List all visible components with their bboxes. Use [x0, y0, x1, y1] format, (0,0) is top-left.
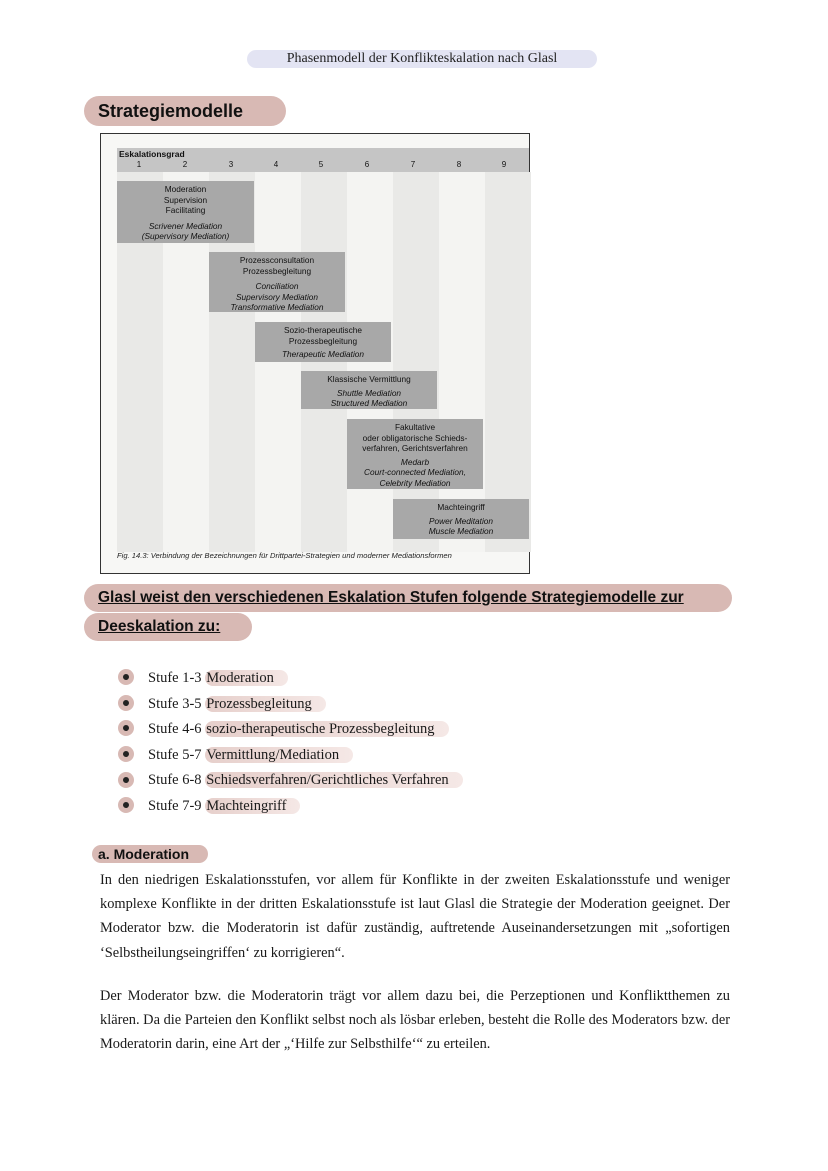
- list-item: [118, 794, 463, 820]
- strategy-box-moderation: [117, 181, 254, 243]
- box-line: Supervision: [163, 194, 208, 205]
- box-line: Facilitating: [165, 205, 206, 215]
- scale-number: 2: [182, 160, 188, 169]
- box-line: Fakultative: [394, 422, 436, 432]
- scale-number: 6: [364, 160, 370, 169]
- bullet-icon: [118, 669, 134, 685]
- box-line: Structured Mediation: [330, 398, 408, 408]
- box-line: Klassische Vermittlung: [327, 374, 411, 384]
- moderation-heading: a. Moderation: [92, 845, 208, 863]
- stage-column: [301, 172, 347, 552]
- stage-label: Stufe 1-3: [148, 670, 202, 686]
- box-line: Therapeutic Mediation: [281, 349, 365, 359]
- page-header: Phasenmodell der Konflikteskalation nach Glasl: [247, 50, 597, 68]
- box-line: Power Meditation: [428, 515, 494, 526]
- moderation-paragraph-2: Der Moderator bzw. die Moderatorin trägt vor allem dazu bei, die Perzeptionen und Konfliktthemen zu klären. Da die Parteien den Konflikt selbst noch als lösbar erleben, besteht die Rolle des Moderators bzw. der Moderatorin darin, eine Art der „‘Hilfe zur Selbsthilfe‘“ zu erteilen.: [100, 988, 730, 1053]
- stage-strategy: Prozessbegleitung: [205, 696, 326, 712]
- figure-caption: Fig. 14.3: Verbindung der Bezeichnungen für Drittpartei-Strategien und moderner Mediationsformen: [117, 551, 452, 560]
- bullet-icon: [118, 772, 134, 788]
- box-line: Celebrity Mediation: [379, 477, 451, 488]
- stage-label: Stufe 4-6: [148, 721, 202, 738]
- scale-number: 5: [318, 160, 324, 169]
- stage-list: [118, 666, 463, 820]
- stage-column: [439, 172, 485, 552]
- strategy-box-power-intervention: [393, 499, 529, 539]
- box-line: Conciliation: [255, 281, 299, 291]
- stage-label: Stufe 7-9: [148, 797, 202, 814]
- scale-number: 4: [273, 160, 279, 169]
- box-line: Sozio-therapeutische: [284, 325, 362, 335]
- escalation-scale-title: Eskalationsgrad: [119, 149, 185, 159]
- list-item: [118, 768, 463, 794]
- box-line: (Supervisory Mediation): [141, 231, 230, 241]
- bullet-icon: [118, 695, 134, 711]
- stage-column: [393, 172, 439, 552]
- strategy-box-arbitration: [347, 419, 483, 489]
- scale-number: 8: [456, 160, 462, 169]
- stage-label: Stufe 6-8: [148, 772, 202, 789]
- moderation-paragraph-1: In den niedrigen Eskalationsstufen, vor allem für Konflikte in der zweiten Eskalationsstufe und weniger komplexe Konflikte in der dritten Eskalationsstufe ist laut Glasl die Strategie der Moderation geeignet. Der Moderator bzw. die Moderatorin ist dafür zuständig, auftretende Auseinandersetzungen mit „sofortigen ‘Selbstheilungseingriffen‘ zu korrigieren“.: [100, 872, 730, 961]
- stage-strategy: Vermittlung/Mediation: [205, 747, 353, 763]
- stage-strategy: Machteingriff: [205, 798, 300, 814]
- box-line: Scrivener Mediation: [148, 220, 223, 231]
- scale-number: 3: [228, 160, 234, 169]
- stage-strategy: sozio-therapeutische Prozessbegleitung: [205, 721, 448, 737]
- stage-strategy: Moderation: [205, 670, 288, 686]
- bullet-icon: [118, 720, 134, 736]
- box-line: Prozessbegleitung: [288, 335, 358, 346]
- list-item: [118, 692, 463, 718]
- stage-column: [347, 172, 393, 552]
- stage-column: [485, 172, 531, 552]
- box-line: Court-connected Mediation,: [364, 467, 466, 477]
- strategy-box-socio-therapeutic: [255, 322, 391, 362]
- stage-column: [255, 172, 301, 552]
- box-line: Medarb: [400, 456, 430, 467]
- box-line: Shuttle Mediation: [336, 387, 402, 398]
- box-line: Machteingriff: [437, 502, 485, 512]
- box-line: verfahren, Gerichtsverfahren: [362, 443, 468, 453]
- stage-label: Stufe 3-5: [148, 695, 202, 712]
- list-item: [118, 717, 463, 743]
- bullet-icon: [118, 797, 134, 813]
- bullet-icon: [118, 746, 134, 762]
- box-line: Muscle Mediation: [428, 526, 494, 536]
- list-item: [118, 666, 463, 692]
- subheading-line-2: Deeskalation zu:: [84, 613, 252, 641]
- strategy-box-classic-mediation: [301, 371, 437, 409]
- stage-strategy: Schiedsverfahren/Gerichtliches Verfahren: [205, 772, 463, 788]
- strategy-box-process-consultation: [209, 252, 345, 312]
- box-line: Transformative Mediation: [230, 302, 324, 312]
- box-line: oder obligatorische Schieds-: [362, 432, 468, 443]
- scale-number: 9: [501, 160, 507, 169]
- section-title: Strategiemodelle: [84, 96, 286, 126]
- subheading-line-1: Glasl weist den verschiedenen Eskalation Stufen folgende Strategiemodelle zur: [84, 584, 732, 612]
- scale-number: 7: [410, 160, 416, 169]
- list-item: [118, 743, 463, 769]
- strategy-figure: [100, 133, 530, 574]
- scale-number: 1: [136, 160, 142, 169]
- box-line: Prozessbegleitung: [242, 265, 312, 276]
- stage-label: Stufe 5-7: [148, 746, 202, 763]
- box-line: Moderation: [164, 184, 207, 194]
- box-line: Supervisory Mediation: [235, 291, 319, 302]
- box-line: Prozessconsultation: [239, 255, 315, 265]
